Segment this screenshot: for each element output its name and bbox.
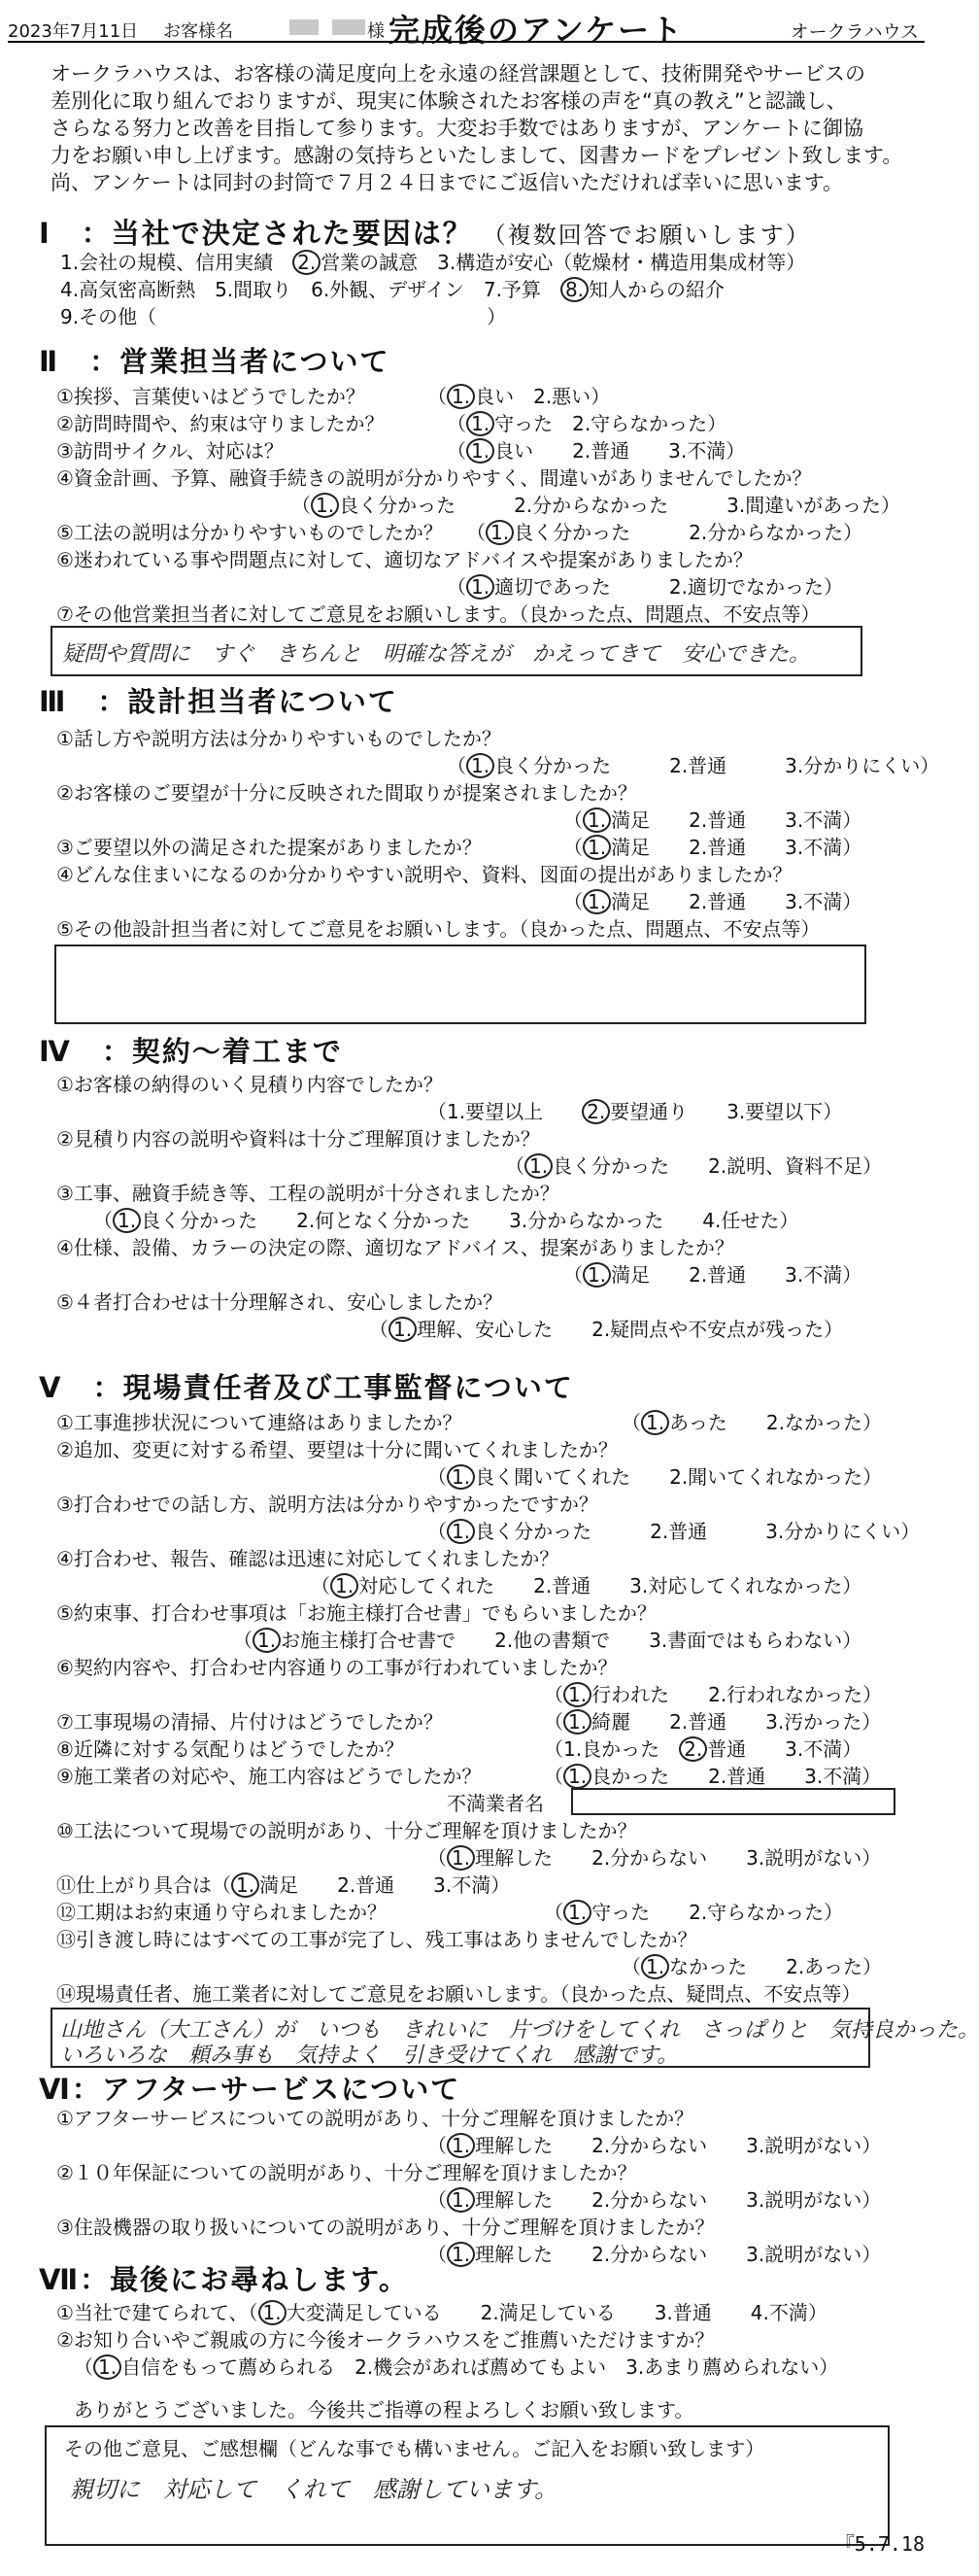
question: ④仕様、設備、カラーの決定の際、適切なアドバイス、提案がありましたか？ xyxy=(56,1236,734,1259)
circled-answer: 1. xyxy=(563,1682,591,1707)
answer-line: （ 1. お施主様打合せ書で 2.他の書類で 3.書面ではもらわない） xyxy=(233,1629,862,1652)
thanks-text: ありがとうございました。今後共ご指導の程よろしくお願い致します。 xyxy=(74,2398,694,2421)
answer-options: 適切であった 2.適切でなかった） xyxy=(494,575,843,599)
answer-line: （ 1. 良く分かった 2.何となく分かった 3.分からなかった 4.任せた） xyxy=(93,1209,799,1232)
customer-label: お客様名 xyxy=(163,21,233,42)
answer-options: 対応してくれた 2.普通 3.対応してくれなかった） xyxy=(358,1574,862,1597)
circled-answer: 1. xyxy=(563,1764,591,1789)
answer-options: 理解した 2.分からない 3.説明がない） xyxy=(475,2134,882,2157)
answer-line: （ 1. 適切であった 2.適切でなかった） xyxy=(447,575,843,599)
circled-answer: 2. xyxy=(679,1736,707,1762)
circled-answer: 1. xyxy=(447,2133,475,2158)
question: ①工事進捗状況について連絡はありましたか？ xyxy=(56,1411,462,1434)
intro-line: 尚、アンケートは同封の封筒で７月２４日までにご返信いただければ幸いに思います。 xyxy=(51,171,844,194)
question: ⑧近隣に対する気配りはどうでしたか？ xyxy=(56,1737,404,1761)
answer-line: （ 1. 満足 2.普通 3.不満） xyxy=(563,890,862,913)
comment-box xyxy=(51,626,862,676)
option-text: 1.会社の規模、信用実績 xyxy=(60,251,274,274)
circled-answer: 1. xyxy=(466,753,494,778)
question: ⑫工期はお約束通り守られましたか？ xyxy=(56,1901,387,1924)
question: ⑩工法について現場での説明があり、十分ご理解を頂けましたか？ xyxy=(56,1819,637,1842)
section-heading: Ⅰ ：当社で決定された要因は？ xyxy=(39,217,473,250)
circled-answer: 1. xyxy=(583,835,611,860)
circled-answer: 1. xyxy=(563,1900,591,1925)
circled-answer: 1. xyxy=(231,1872,259,1898)
answer-options: 普通 3.不満） xyxy=(707,1737,862,1761)
answer-options: 満足 2.普通 3.不満） xyxy=(611,836,862,859)
answer-line: （ 1. 良く分かった 2.普通 3.分かりにくい） xyxy=(427,1520,921,1543)
answer-options: 満足 2.普通 3.不満） xyxy=(611,808,862,832)
answer-options: 良く分かった 2.普通 3.分かりにくい xyxy=(494,754,921,777)
question: ①アフターサービスについての説明があり、十分ご理解を頂けましたか？ xyxy=(56,2107,694,2130)
question: ⑥迷われている事や問題点に対して、適切なアドバイスや提案がありましたか？ xyxy=(56,548,753,571)
answer-options: 綺麗 2.普通 3.汚かった） xyxy=(591,1710,882,1734)
intro-line: 力をお願い申し上げます。感謝の気持ちといたしまして、図書カードをプレゼント致します。 xyxy=(51,144,903,167)
answer-options: 要望通り 3.要望以下） xyxy=(610,1100,843,1123)
answer-line: （ 1. 理解した 2.分からない 3.説明がない） xyxy=(427,2188,882,2212)
question: ②お知り合いやご親戚の方に今後オークラハウスをご推薦いただけますか？ xyxy=(56,2328,715,2352)
section-2-title: Ⅱ ：営業担当者について xyxy=(39,345,390,378)
answer-line: （ 1. 満足 2.普通 3.不満） xyxy=(563,1263,862,1287)
answer-line: （ 1. あった 2.なかった） xyxy=(622,1411,882,1434)
circled-answer: 1. xyxy=(447,2187,475,2213)
option-text: 4.高気密高断熱 5.間取り 6.外観、デザイン 7.予算 xyxy=(60,278,541,301)
answer-line: （ 1. 良く聞いてくれた 2.聞いてくれなかった） xyxy=(427,1465,883,1489)
answer-options: なかった 2.あった） xyxy=(669,1955,882,1978)
question: ③住設機器の取り扱いについての説明があり、十分ご理解を頂けましたか？ xyxy=(56,2215,715,2239)
handwritten-comment: 山地さん（大工さん）が いつも きれいに 片づけをしてくれ さっぱりと 気持良かった。 xyxy=(60,2018,979,2043)
answer-line: （ 1. 守った 2.守らなかった） xyxy=(544,1901,844,1924)
question: ②見積り内容の説明や資料は十分ご理解頂けましたか？ xyxy=(56,1127,540,1151)
answer-options: 良く分かった 2.普通 3.分かりにくい） xyxy=(475,1520,921,1543)
question-text: ⑪仕上がり具合は xyxy=(56,1873,212,1897)
circled-answer: 1. xyxy=(330,1573,358,1598)
answer-options: 良く分かった 2.説明、資料不足） xyxy=(553,1154,883,1178)
answer-options: 理解した 2.分からない 3.説明がない） xyxy=(475,2188,882,2212)
question: ①挨拶、言葉使いはどうでしたか？ xyxy=(56,385,365,408)
question: ①お客様の納得のいく見積り内容でしたか？ xyxy=(56,1073,443,1096)
answer-options: （1.良かった xyxy=(544,1737,680,1761)
comment-box xyxy=(51,2008,979,2068)
question: ②訪問時間や、約束は守りましたか？ xyxy=(56,412,385,435)
circled-answer: 1. xyxy=(113,1208,141,1233)
comment-box xyxy=(54,945,866,1024)
intro-line: オークラハウスは、お客様の満足度向上を永遠の経営課題として、技術開発やサービスの xyxy=(51,62,865,86)
question: ⑦その他営業担当者に対してご意見をお願いします。（良かった点、問題点、不安点等） xyxy=(56,602,821,626)
answer-options: 理解した 2.分からない 3.説明がない） xyxy=(475,2243,882,2266)
answer-line xyxy=(427,1096,842,1124)
s1-line3: 9.その他（ ） xyxy=(60,305,507,328)
section-6-title: Ⅵ：アフターサービスについて xyxy=(39,2073,461,2106)
circled-answer: 1. xyxy=(583,889,611,914)
answer-options: 良い 2.普通 3.不満） xyxy=(494,439,746,463)
circled-answer: 1. xyxy=(583,807,611,833)
final-comment-title: その他ご意見、ご感想欄（どんな事でも構いません。ご記入をお願い致します） xyxy=(64,2437,765,2460)
answer-options: 満足 2.普通 3.不満） xyxy=(611,1263,862,1287)
option-text: 知人からの紹介 xyxy=(589,278,726,301)
question: ⑤４者打合わせは十分理解され、安心しましたか？ xyxy=(56,1290,503,1314)
circled-answer: 1. xyxy=(466,574,494,600)
question: ②お客様のご要望が十分に反映された間取りが提案されましたか？ xyxy=(56,781,637,805)
question: ⑤その他設計担当者に対してご意見をお願いします。（良かった点、問題点、不安点等） xyxy=(56,917,821,941)
redacted-name-block xyxy=(289,19,319,35)
section-1-title xyxy=(39,212,811,252)
s1-line2 xyxy=(60,274,725,302)
question: ②１０年保証についての説明があり、十分ご理解を頂けましたか？ xyxy=(56,2161,637,2184)
redacted-name-block xyxy=(332,19,365,35)
question: ③打合わせでの話し方、説明方法は分かりやすかったですか？ xyxy=(56,1493,598,1516)
answer-options: 良く分かった 2.分からなかった 3.間違いがあった） xyxy=(339,494,901,517)
handwritten-comment: 親切に 対応して くれて 感謝しています。 xyxy=(70,2476,558,2503)
complaint-vendor-field xyxy=(571,1788,895,1815)
question: ①話し方や説明方法は分かりやすいものでしたか？ xyxy=(56,727,501,750)
answer-line: （ 1. なかった 2.あった） xyxy=(622,1955,882,1978)
answer-options: 良く分かった 2.何となく分かった 3.分からなかった 4.任せた） xyxy=(141,1209,799,1232)
header xyxy=(8,6,925,49)
question: ⑦工事現場の清掃、片付けはどうでしたか？ xyxy=(56,1710,443,1734)
answer-line: （ 1. 守った 2.守らなかった） xyxy=(447,412,727,435)
circled-answer: 1. xyxy=(466,438,494,464)
answer-options: 良く分かった 2.分からなかった） xyxy=(514,521,863,544)
answer-line: （ 1. 自信をもって薦められる 2.機会があれば薦めてもよい 3.あまり薦められない） xyxy=(74,2355,839,2379)
question: ③工事、融資手続き等、工程の説明が十分されましたか？ xyxy=(56,1182,559,1205)
answer-options: 理解した 2.分からない 3.説明がない） xyxy=(475,1846,882,1870)
honorific: 様 xyxy=(367,21,385,42)
section-5-title: Ⅴ ：現場責任者及び工事監督について xyxy=(39,1371,574,1404)
answer-line: （ 1. 満足 2.普通 3.不満） xyxy=(563,836,862,859)
answer-options: 守った 2.守らなかった） xyxy=(591,1901,844,1924)
company-name: オークラハウス xyxy=(790,21,919,43)
question: ④資金計画、予算、融資手続きの説明が分かりやすく、間違いがありませんでしたか？ xyxy=(56,466,812,490)
answer-line: （ 1. 満足 2.普通 3.不満） xyxy=(563,808,862,832)
circled-answer: 1. xyxy=(258,2300,287,2325)
answer-line: （ 1. 良く分かった 2.分からなかった） xyxy=(466,521,863,544)
section-4-title: Ⅳ ：契約～着工まで xyxy=(39,1035,343,1068)
survey-date: 2023年7月11日 xyxy=(8,21,139,42)
question: ⑤工法の説明は分かりやすいものでしたか？ xyxy=(56,521,443,544)
circled-answer: 1. xyxy=(253,1628,281,1653)
circled-answer: 1. xyxy=(311,493,339,518)
circled-answer: 2. xyxy=(582,1099,610,1124)
answer-options: 守った 2.守らなかった） xyxy=(494,412,727,435)
answer-options: あった 2.なかった） xyxy=(669,1411,882,1434)
answer-line: （ 1. 対応してくれた 2.普通 3.対応してくれなかった） xyxy=(311,1574,862,1597)
page-title: 完成後のアンケート xyxy=(388,12,685,49)
complaint-vendor-label: 不満業者名 xyxy=(447,1792,544,1815)
intro-text xyxy=(51,60,905,196)
question: ⑪仕上がり具合は（ 1. 満足 2.普通 3.不満） xyxy=(56,1873,511,1897)
final-comment-box xyxy=(45,2425,890,2546)
circled-answer: 8. xyxy=(560,277,589,302)
circled-answer: 1. xyxy=(93,2354,121,2380)
section-3-title: Ⅲ ：設計担当者について xyxy=(39,685,398,718)
answer-line: （ 1. 良く分かった 2.説明、資料不足） xyxy=(505,1154,883,1178)
answer-options: 行われた 2.行われなかった） xyxy=(591,1683,883,1706)
question: ③ご要望以外の満足された提案がありましたか？ xyxy=(56,836,482,859)
received-date-stamp: 『5.7.18 xyxy=(834,2532,925,2556)
answer-options: 満足 2.普通 3.不満） xyxy=(259,1873,511,1897)
question: ③訪問サイクル、対応は？ xyxy=(56,439,284,463)
option-text: 営業の誠意 3.構造が安心（乾燥材・構造用集成材等） xyxy=(321,251,806,274)
circled-answer: 1. xyxy=(466,411,494,436)
answer-line: （ 1. 良かった 2.普通 3.不満） xyxy=(544,1765,882,1788)
circled-answer: 1. xyxy=(486,520,514,545)
question: ⑨施工業者の対応や、施工内容はどうでしたか？ xyxy=(56,1765,482,1788)
circled-answer: 1. xyxy=(583,1262,611,1288)
answer-options: 大変満足している 2.満足している 3.普通 4.不満） xyxy=(286,2301,827,2324)
circled-answer: 1. xyxy=(563,1709,591,1735)
question: ⑬引き渡し時にはすべての工事が完了し、残工事はありませんでしたか？ xyxy=(56,1928,697,1951)
circled-answer: 1. xyxy=(447,1464,475,1490)
intro-line: さらなる努力と改善を目指して参ります。大変お手数ではありますが、アンケートに御協 xyxy=(51,117,864,140)
answer-line: （ 1. 良い 2.悪い） xyxy=(427,385,611,408)
answer-line: （ 1. 綺麗 2.普通 3.汚かった） xyxy=(544,1710,882,1734)
handwritten-comment: いろいろな 頼み事も 気持よく 引き受けてくれ 感謝です。 xyxy=(60,2044,679,2068)
circled-answer: 1. xyxy=(524,1153,553,1179)
answer-line: （ 1. 良く分かった 2.分からなかった 3.間違いがあった） xyxy=(291,494,901,517)
question: ④打合わせ、報告、確認は迅速に対応してくれましたか？ xyxy=(56,1547,559,1570)
answer-line: （ 1. 理解した 2.分からない 3.説明がない） xyxy=(427,2134,882,2157)
answer-options: 良く聞いてくれた 2.聞いてくれなかった） xyxy=(475,1465,883,1489)
question-text: ①当社で建てられて、（ xyxy=(56,2301,258,2324)
answer-options: 良い 2.悪い xyxy=(475,385,591,408)
circled-answer: 1. xyxy=(447,2242,475,2267)
circled-answer: 1. xyxy=(641,1954,669,1979)
section-7-title: Ⅶ：最後にお尋ねします。 xyxy=(39,2263,409,2296)
circled-answer: 1. xyxy=(447,384,475,409)
circled-answer: 1. xyxy=(447,1845,475,1871)
circled-answer: 1. xyxy=(641,1410,669,1435)
question: ⑭現場責任者、施工業者に対してご意見をお願いします。（良かった点、疑問点、不安点等） xyxy=(56,1982,861,2006)
intro-line: 差別化に取り組んでおりますが、現実に体験されたお客様の声を“真の教え”と認識し、 xyxy=(51,89,847,113)
answer-options: 満足 2.普通 3.不満） xyxy=(611,890,862,913)
answer-line: （ 1. 理解した 2.分からない 3.説明がない） xyxy=(427,2243,882,2266)
answer-options: 理解、安心した 2.疑問点や不安点が残った） xyxy=(417,1318,844,1341)
question xyxy=(56,2297,827,2325)
circled-answer: 1. xyxy=(447,1519,475,1544)
answer-options: お施主様打合せ書で 2.他の書類で 3.書面ではもらわない） xyxy=(281,1629,862,1652)
s1-line1 xyxy=(60,247,805,275)
circled-answer: 1. xyxy=(388,1317,417,1342)
answer-line: （ 1. 行われた 2.行われなかった） xyxy=(544,1683,883,1706)
section-note: （複数回答でお願いします） xyxy=(482,222,811,249)
answer-options: （1.要望以上 xyxy=(427,1100,583,1123)
question: ②追加、変更に対する希望、要望は十分に聞いてくれましたか？ xyxy=(56,1438,618,1461)
answer-line: （ 1. 良く分かった 2.普通 3.分かりにくい） xyxy=(447,754,940,777)
answer-options: 自信をもって薦められる 2.機会があれば薦めてもよい 3.あまり薦められない） xyxy=(121,2355,839,2379)
answer-line: （ 1. 良い 2.普通 3.不満） xyxy=(447,439,746,463)
answer-line xyxy=(544,1734,861,1762)
handwritten-comment: 疑問や質問に すぐ きちんと 明確な答えが かえってきて 安心できた。 xyxy=(62,642,811,667)
answer-line: （ 1. 理解した 2.分からない 3.説明がない） xyxy=(427,1846,882,1870)
question: ④どんな住まいになるのか分かりやすい説明や、資料、図面の提出がありましたか？ xyxy=(56,863,793,886)
answer-line: （ 1. 理解、安心した 2.疑問点や不安点が残った） xyxy=(369,1318,844,1341)
question: ⑤約束事、打合わせ事項は「お施主様打合せ書」でもらいましたか？ xyxy=(56,1601,657,1625)
question: ⑥契約内容や、打合わせ内容通りの工事が行われていましたか？ xyxy=(56,1656,618,1679)
answer-options: 良かった 2.普通 3.不満） xyxy=(591,1765,882,1788)
circled-answer: 2. xyxy=(292,250,321,275)
